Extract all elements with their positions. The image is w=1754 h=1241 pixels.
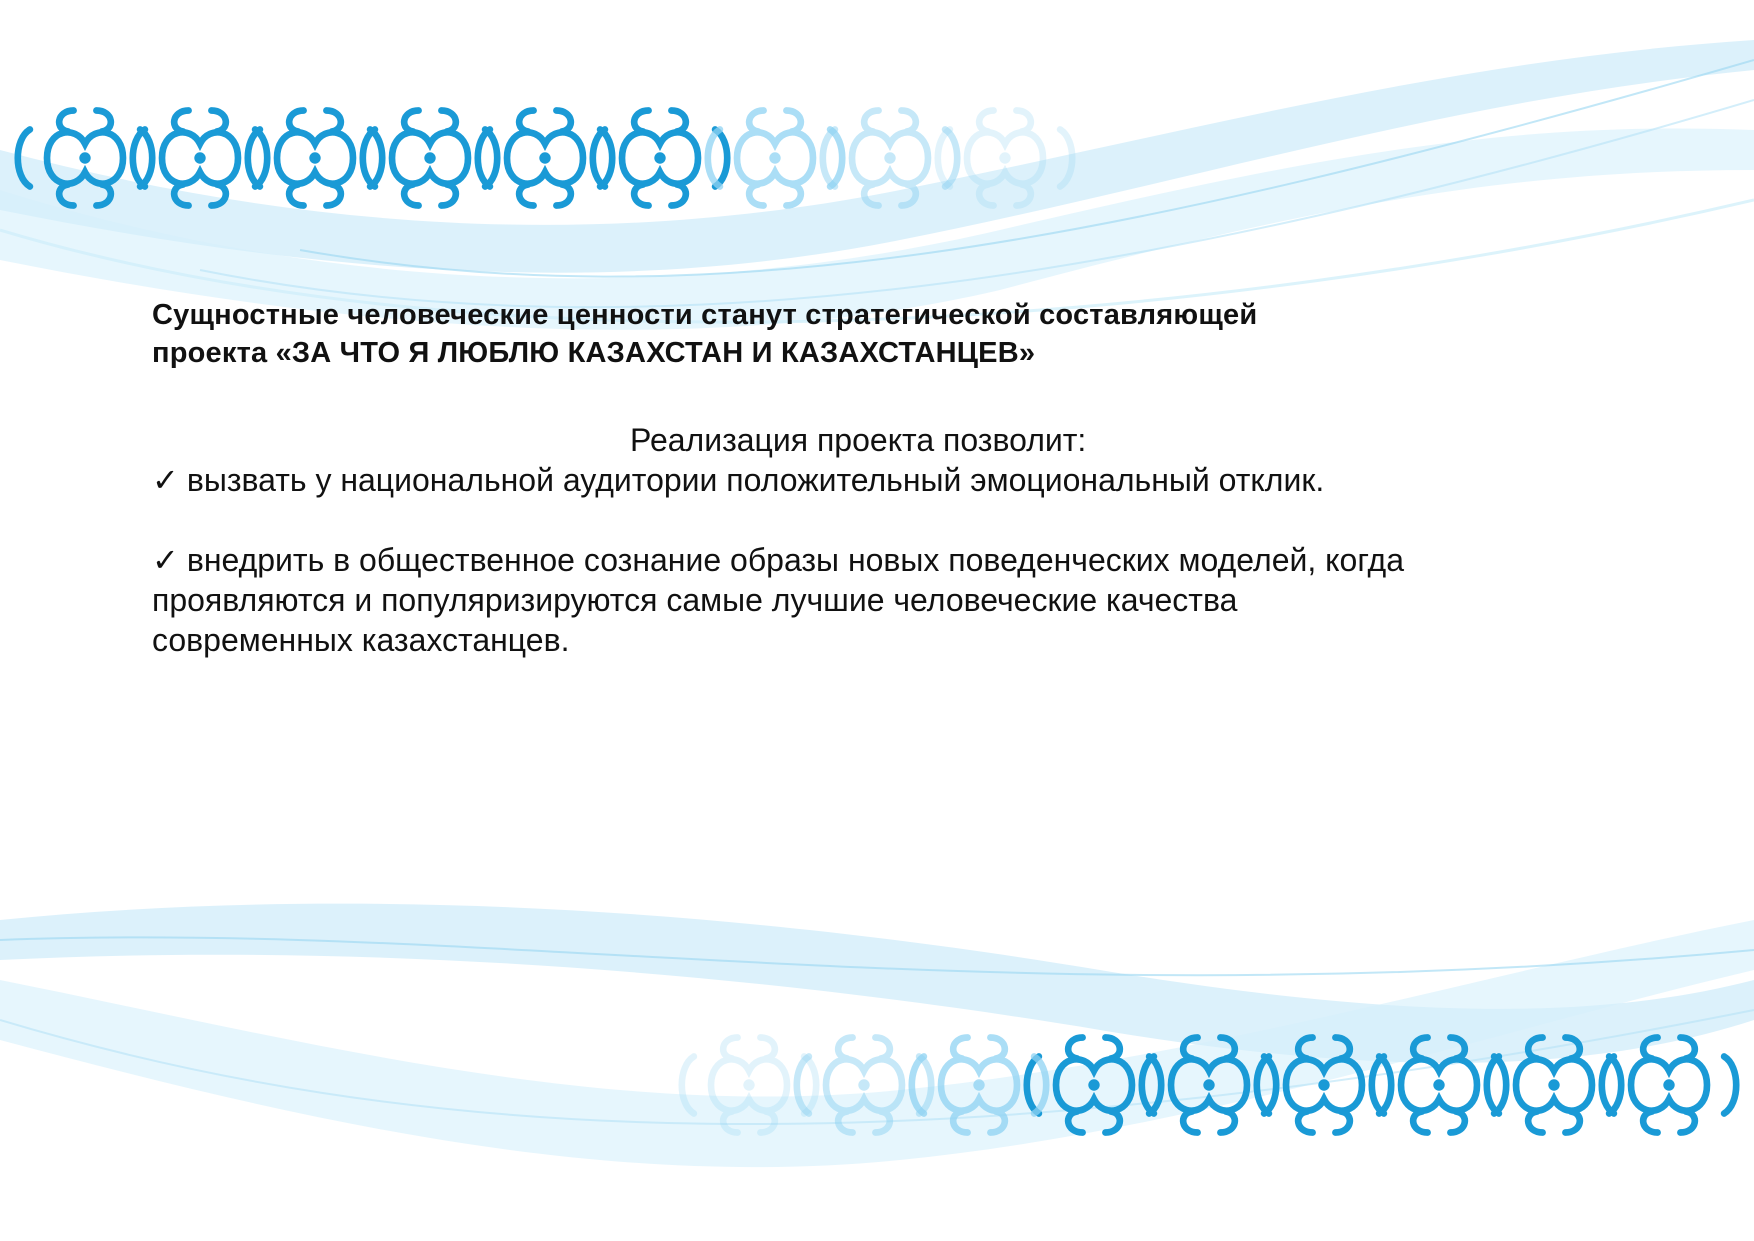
bullet-text-2-line-2: проявляются и популяризируются самые лучшие человеческие качества (152, 582, 1238, 618)
bullet-text-1: вызвать у национальной аудитории положительный эмоциональный отклик. (186, 462, 1325, 498)
heading-line-1: Сущностные человеческие ценности станут стратегической составляющей (152, 299, 1258, 331)
bullet-text-2-line-1: внедрить в общественное сознание образы новых поведенческих моделей, когда (186, 542, 1405, 578)
checkmark-icon: ✓ (152, 462, 179, 498)
top-ornament-band-icon (18, 111, 1072, 206)
bullet-item-2 (152, 540, 1632, 660)
checkmark-icon: ✓ (152, 542, 179, 578)
bullet-text-2-line-3: современных казахстанцев. (152, 622, 570, 658)
text-content (152, 296, 1632, 660)
bottom-ornament-decoration (0, 860, 1754, 1241)
intro-text: Реализация проекта позволит: (630, 422, 1087, 458)
heading (152, 296, 1632, 372)
heading-line-2: проекта «ЗА ЧТО Я ЛЮБЛЮ КАЗАХСТАН И КАЗАХСТАНЦЕВ» (152, 337, 1036, 369)
bullet-item-1 (152, 460, 1632, 500)
